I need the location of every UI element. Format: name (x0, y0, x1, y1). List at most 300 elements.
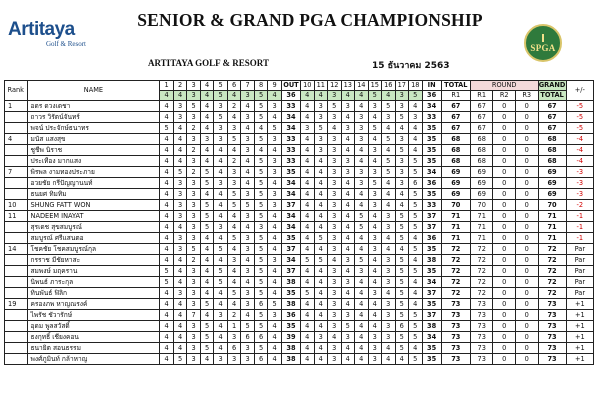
total-score: 72 (441, 255, 470, 266)
r2-score: 0 (493, 178, 516, 189)
hole-score: 3 (214, 354, 228, 365)
hole-score: 5 (214, 112, 228, 123)
hole-score: 4 (268, 277, 282, 288)
hole-score: 4 (301, 244, 315, 255)
hole-score: 5 (314, 123, 328, 134)
hole-score: 5 (173, 354, 187, 365)
rank-cell (5, 189, 28, 200)
hole-score: 4 (268, 112, 282, 123)
r2-score: 0 (493, 112, 516, 123)
hole-score: 3 (382, 266, 396, 277)
hole-number: 10 (301, 81, 315, 91)
hole-score: 3 (341, 277, 355, 288)
table-row (5, 211, 594, 222)
hole-score: 4 (301, 167, 315, 178)
rank-cell (5, 354, 28, 365)
hole-score: 5 (409, 354, 423, 365)
hole-score: 3 (214, 101, 228, 112)
hole-par: 5 (409, 91, 423, 101)
hole-score: 4 (241, 178, 255, 189)
total-score: 67 (441, 123, 470, 134)
hole-number: 4 (200, 81, 214, 91)
hole-score: 3 (368, 288, 382, 299)
hole-score: 3 (187, 134, 201, 145)
hole-par: 3 (187, 91, 201, 101)
hole-score: 4 (200, 255, 214, 266)
hole-par: 3 (241, 91, 255, 101)
hole-score: 5 (254, 134, 268, 145)
player-name: ธนายิต สอนธรรม (27, 343, 160, 354)
out-score: 33 (281, 134, 300, 145)
hole-par: 4 (341, 91, 355, 101)
diff-score: -3 (566, 189, 593, 200)
hole-score: 5 (160, 266, 174, 277)
hole-score: 4 (200, 123, 214, 134)
hole-score: 5 (395, 222, 409, 233)
hole-score: 4 (314, 354, 328, 365)
grand-score: 67 (538, 112, 566, 123)
hole-score: 3 (328, 145, 342, 156)
r2-score: 0 (493, 354, 516, 365)
r2-score: 0 (493, 299, 516, 310)
hole-score: 4 (328, 123, 342, 134)
hole-score: 5 (382, 101, 396, 112)
hole-score: 4 (268, 145, 282, 156)
player-name: ทินพันธ์ ฟิลิก (27, 288, 160, 299)
player-name: ไพรัช ชัวารักษ์ (27, 310, 160, 321)
r3-score: 0 (515, 123, 538, 134)
hole-score: 4 (355, 156, 369, 167)
hole-score: 3 (227, 354, 241, 365)
hole-score: 3 (187, 288, 201, 299)
hole-score: 3 (187, 178, 201, 189)
rank-cell (5, 310, 28, 321)
hole-score: 4 (160, 354, 174, 365)
diff-score: -5 (566, 123, 593, 134)
total-score: 70 (441, 200, 470, 211)
rank-cell (5, 321, 28, 332)
hole-score: 4 (368, 112, 382, 123)
r1-score: 71 (470, 233, 493, 244)
table-row (5, 343, 594, 354)
hole-score: 3 (368, 244, 382, 255)
diff-score: -1 (566, 233, 593, 244)
table-row (5, 354, 594, 365)
hole-score: 4 (395, 123, 409, 134)
hole-score: 4 (160, 288, 174, 299)
hole-score: 5 (214, 277, 228, 288)
hole-score: 5 (241, 200, 255, 211)
hole-score: 4 (214, 200, 228, 211)
hole-score: 3 (382, 277, 396, 288)
r2-score: 0 (493, 167, 516, 178)
hole-score: 3 (368, 233, 382, 244)
hole-score: 3 (187, 200, 201, 211)
hole-score: 3 (187, 343, 201, 354)
hole-score: 5 (355, 211, 369, 222)
hole-score: 5 (395, 310, 409, 321)
total-header: TOTAL (441, 81, 470, 91)
rank-header: Rank (5, 81, 28, 101)
hole-score: 5 (409, 156, 423, 167)
hole-score: 4 (173, 255, 187, 266)
diff-score: -1 (566, 222, 593, 233)
hole-score: 4 (227, 222, 241, 233)
out-score: 38 (281, 277, 300, 288)
hole-score: 4 (173, 277, 187, 288)
hole-score: 3 (268, 134, 282, 145)
hole-score: 5 (254, 189, 268, 200)
hole-score: 4 (214, 343, 228, 354)
hole-number: 16 (382, 81, 396, 91)
hole-score: 4 (314, 266, 328, 277)
hole-score: 5 (160, 123, 174, 134)
hole-score: 3 (241, 354, 255, 365)
player-name: โชคชัย โชคสมบูรณ์กุล (27, 244, 160, 255)
hole-score: 4 (160, 189, 174, 200)
hole-score: 4 (301, 233, 315, 244)
hole-score: 3 (341, 123, 355, 134)
hole-score: 4 (355, 145, 369, 156)
hole-score: 5 (254, 277, 268, 288)
hole-score: 4 (214, 211, 228, 222)
grand-score: 69 (538, 167, 566, 178)
table-row (5, 299, 594, 310)
hole-score: 3 (173, 101, 187, 112)
hole-score: 4 (395, 244, 409, 255)
hole-score: 4 (227, 112, 241, 123)
hole-score: 6 (241, 332, 255, 343)
r1-score: 69 (470, 167, 493, 178)
hole-score: 3 (268, 167, 282, 178)
par-out: 36 (281, 91, 300, 101)
hole-score: 4 (355, 321, 369, 332)
hole-score: 5 (254, 200, 268, 211)
hole-score: 3 (187, 277, 201, 288)
hole-score: 3 (328, 200, 342, 211)
hole-score: 4 (214, 167, 228, 178)
hole-score: 4 (355, 354, 369, 365)
r3-score: 0 (515, 266, 538, 277)
hole-score: 3 (328, 222, 342, 233)
r3-score: 0 (515, 354, 538, 365)
player-name: พงศ์ภูมินท์ กล้าหาญ (27, 354, 160, 365)
hole-score: 4 (409, 145, 423, 156)
hole-score: 7 (187, 310, 201, 321)
hole-score: 3 (241, 266, 255, 277)
diff-score: +1 (566, 354, 593, 365)
hole-score: 4 (368, 310, 382, 321)
hole-number: 17 (395, 81, 409, 91)
hole-score: 3 (241, 233, 255, 244)
hole-score: 3 (368, 343, 382, 354)
hole-score: 4 (368, 255, 382, 266)
hole-score: 3 (328, 156, 342, 167)
in-score: 35 (422, 134, 441, 145)
hole-number: 9 (268, 81, 282, 91)
hole-score: 4 (314, 288, 328, 299)
round-header: ROUND (470, 81, 538, 91)
r3-score: 0 (515, 156, 538, 167)
hole-score: 4 (268, 211, 282, 222)
r1-score: 71 (470, 211, 493, 222)
r3-score: 0 (515, 112, 538, 123)
hole-score: 3 (187, 299, 201, 310)
hole-score: 4 (341, 211, 355, 222)
hole-score: 5 (395, 255, 409, 266)
hole-score: 3 (187, 211, 201, 222)
diff-score: -5 (566, 101, 593, 112)
table-row (5, 145, 594, 156)
hole-score: 4 (301, 343, 315, 354)
hole-score: 5 (254, 310, 268, 321)
grand-score: 72 (538, 244, 566, 255)
hole-score: 4 (301, 189, 315, 200)
hole-score: 4 (409, 233, 423, 244)
hole-score: 5 (254, 255, 268, 266)
date-label: 15 ธันวาคม 2563 (372, 61, 450, 71)
hole-score: 3 (227, 332, 241, 343)
hole-score: 3 (268, 200, 282, 211)
total-score: 72 (441, 288, 470, 299)
hole-number: 8 (254, 81, 268, 91)
hole-score: 5 (301, 288, 315, 299)
diff-score: -1 (566, 211, 593, 222)
hole-score: 3 (227, 123, 241, 134)
hole-score: 3 (187, 112, 201, 123)
hole-score: 4 (160, 222, 174, 233)
hole-score: 3 (355, 167, 369, 178)
hole-score: 5 (395, 233, 409, 244)
hole-score: 3 (341, 255, 355, 266)
hole-score: 4 (355, 332, 369, 343)
hole-score: 4 (268, 288, 282, 299)
r2-score: 0 (493, 200, 516, 211)
r3-score: 0 (515, 222, 538, 233)
r2-score: 0 (493, 222, 516, 233)
grand-score: 73 (538, 310, 566, 321)
r2-score: 0 (493, 123, 516, 134)
r2-score: 0 (493, 101, 516, 112)
grand-score: 67 (538, 123, 566, 134)
table-row (5, 134, 594, 145)
hole-score: 3 (241, 288, 255, 299)
logo-subtext: Golf & Resort (45, 40, 86, 48)
r3-score: 0 (515, 178, 538, 189)
hole-score: 5 (254, 288, 268, 299)
hole-number: 13 (341, 81, 355, 91)
hole-par: 4 (355, 91, 369, 101)
header-row-holes (5, 81, 594, 91)
r3-score: 0 (515, 255, 538, 266)
rank-cell: 1 (5, 101, 28, 112)
venue-label: ARTITAYA GOLF & RESORT (148, 58, 269, 68)
hole-score: 4 (301, 156, 315, 167)
hole-score: 5 (254, 167, 268, 178)
hole-score: 4 (173, 145, 187, 156)
hole-score: 4 (368, 299, 382, 310)
hole-score: 4 (314, 167, 328, 178)
hole-score: 3 (341, 101, 355, 112)
in-score: 37 (422, 310, 441, 321)
hole-score: 3 (173, 244, 187, 255)
name-header: NAME (27, 81, 160, 101)
in-score: 36 (422, 233, 441, 244)
hole-score: 4 (341, 189, 355, 200)
hole-score: 5 (328, 101, 342, 112)
hole-score: 3 (241, 211, 255, 222)
grand-header: GRAND (538, 81, 566, 89)
diff-score: -2 (566, 200, 593, 211)
table-row (5, 101, 594, 112)
hole-number: 7 (241, 81, 255, 91)
hole-score: 4 (409, 255, 423, 266)
table-row (5, 277, 594, 288)
hole-score: 4 (409, 101, 423, 112)
hole-par: 4 (227, 91, 241, 101)
hole-score: 5 (395, 299, 409, 310)
hole-score: 5 (200, 222, 214, 233)
hole-score: 4 (160, 211, 174, 222)
hole-score: 5 (409, 167, 423, 178)
hole-score: 4 (409, 288, 423, 299)
hole-score: 4 (214, 255, 228, 266)
hole-score: 4 (160, 156, 174, 167)
hole-score: 4 (382, 123, 396, 134)
r1-score: 67 (470, 123, 493, 134)
in-header: IN (422, 81, 441, 91)
diff-score: Par (566, 277, 593, 288)
out-score: 35 (281, 321, 300, 332)
hole-score: 5 (314, 233, 328, 244)
hole-score: 3 (254, 222, 268, 233)
r2-score: 0 (493, 343, 516, 354)
hole-score: 4 (355, 310, 369, 321)
r2-score: 0 (493, 134, 516, 145)
hole-score: 4 (268, 321, 282, 332)
player-name: ถาวร วิรัตน์จันทร์ (27, 112, 160, 123)
in-score: 35 (422, 156, 441, 167)
hole-score: 3 (328, 354, 342, 365)
hole-score: 4 (241, 167, 255, 178)
hole-score: 4 (395, 189, 409, 200)
hole-score: 4 (173, 222, 187, 233)
r2-score: 0 (493, 266, 516, 277)
hole-score: 6 (409, 178, 423, 189)
hole-score: 4 (328, 332, 342, 343)
hole-score: 4 (214, 189, 228, 200)
hole-score: 5 (254, 101, 268, 112)
hole-score: 4 (382, 178, 396, 189)
hole-score: 3 (341, 167, 355, 178)
hole-score: 3 (268, 255, 282, 266)
hole-score: 4 (160, 255, 174, 266)
hole-score: 5 (254, 112, 268, 123)
hole-number: 1 (160, 81, 174, 91)
in-score: 38 (422, 255, 441, 266)
hole-score: 4 (395, 354, 409, 365)
hole-score: 4 (241, 277, 255, 288)
hole-score: 4 (200, 112, 214, 123)
hole-score: 3 (341, 156, 355, 167)
hole-score: 3 (214, 134, 228, 145)
hole-score: 6 (254, 332, 268, 343)
hole-number: 11 (314, 81, 328, 91)
hole-score: 4 (268, 222, 282, 233)
hole-score: 3 (355, 266, 369, 277)
r1-score: 72 (470, 255, 493, 266)
r2-score: 0 (493, 288, 516, 299)
hole-par: 5 (254, 91, 268, 101)
grand-score: 73 (538, 321, 566, 332)
hole-score: 4 (200, 277, 214, 288)
r1-score: 71 (470, 222, 493, 233)
total-score: 71 (441, 233, 470, 244)
flag-icon (542, 34, 544, 42)
in-score: 35 (422, 299, 441, 310)
hole-score: 3 (368, 200, 382, 211)
hole-score: 5 (241, 321, 255, 332)
hole-score: 3 (368, 145, 382, 156)
grand-score: 73 (538, 332, 566, 343)
hole-score: 4 (301, 299, 315, 310)
r3-score: 0 (515, 310, 538, 321)
hole-number: 12 (328, 81, 342, 91)
in-score: 38 (422, 321, 441, 332)
hole-score: 5 (254, 266, 268, 277)
total-score: 72 (441, 244, 470, 255)
hole-score: 6 (254, 354, 268, 365)
hole-score: 5 (395, 112, 409, 123)
hole-score: 3 (395, 134, 409, 145)
hole-score: 4 (227, 211, 241, 222)
hole-score: 4 (200, 145, 214, 156)
page-title: SENIOR & GRAND PGA CHAMPIONSHIP (137, 10, 483, 30)
player-name: อวยชัย กรีปัญญานนท์ (27, 178, 160, 189)
hole-score: 4 (314, 200, 328, 211)
rank-cell (5, 233, 28, 244)
r2-score: 0 (493, 145, 516, 156)
hole-score: 5 (268, 299, 282, 310)
hole-score: 4 (173, 310, 187, 321)
grand-score: 71 (538, 211, 566, 222)
hole-score: 3 (382, 211, 396, 222)
hole-score: 4 (173, 123, 187, 134)
player-name: ธนยศ ทิมทิม (27, 189, 160, 200)
r3-score: 0 (515, 244, 538, 255)
hole-score: 4 (355, 101, 369, 112)
hole-score: 3 (328, 178, 342, 189)
hole-number: 14 (355, 81, 369, 91)
hole-score: 4 (395, 200, 409, 211)
total-score: 73 (441, 332, 470, 343)
in-score: 37 (422, 211, 441, 222)
hole-score: 4 (214, 145, 228, 156)
hole-score: 2 (187, 145, 201, 156)
diff-score: +1 (566, 332, 593, 343)
hole-score: 3 (328, 167, 342, 178)
hole-score: 3 (268, 101, 282, 112)
hole-score: 3 (187, 156, 201, 167)
out-score: 33 (281, 145, 300, 156)
hole-score: 4 (301, 277, 315, 288)
player-name: สุรเดช สุขสมบูรณ์ (27, 222, 160, 233)
hole-score: 4 (301, 200, 315, 211)
hole-par: 5 (368, 91, 382, 101)
hole-score: 4 (227, 145, 241, 156)
total-score: 67 (441, 101, 470, 112)
hole-score: 5 (254, 343, 268, 354)
